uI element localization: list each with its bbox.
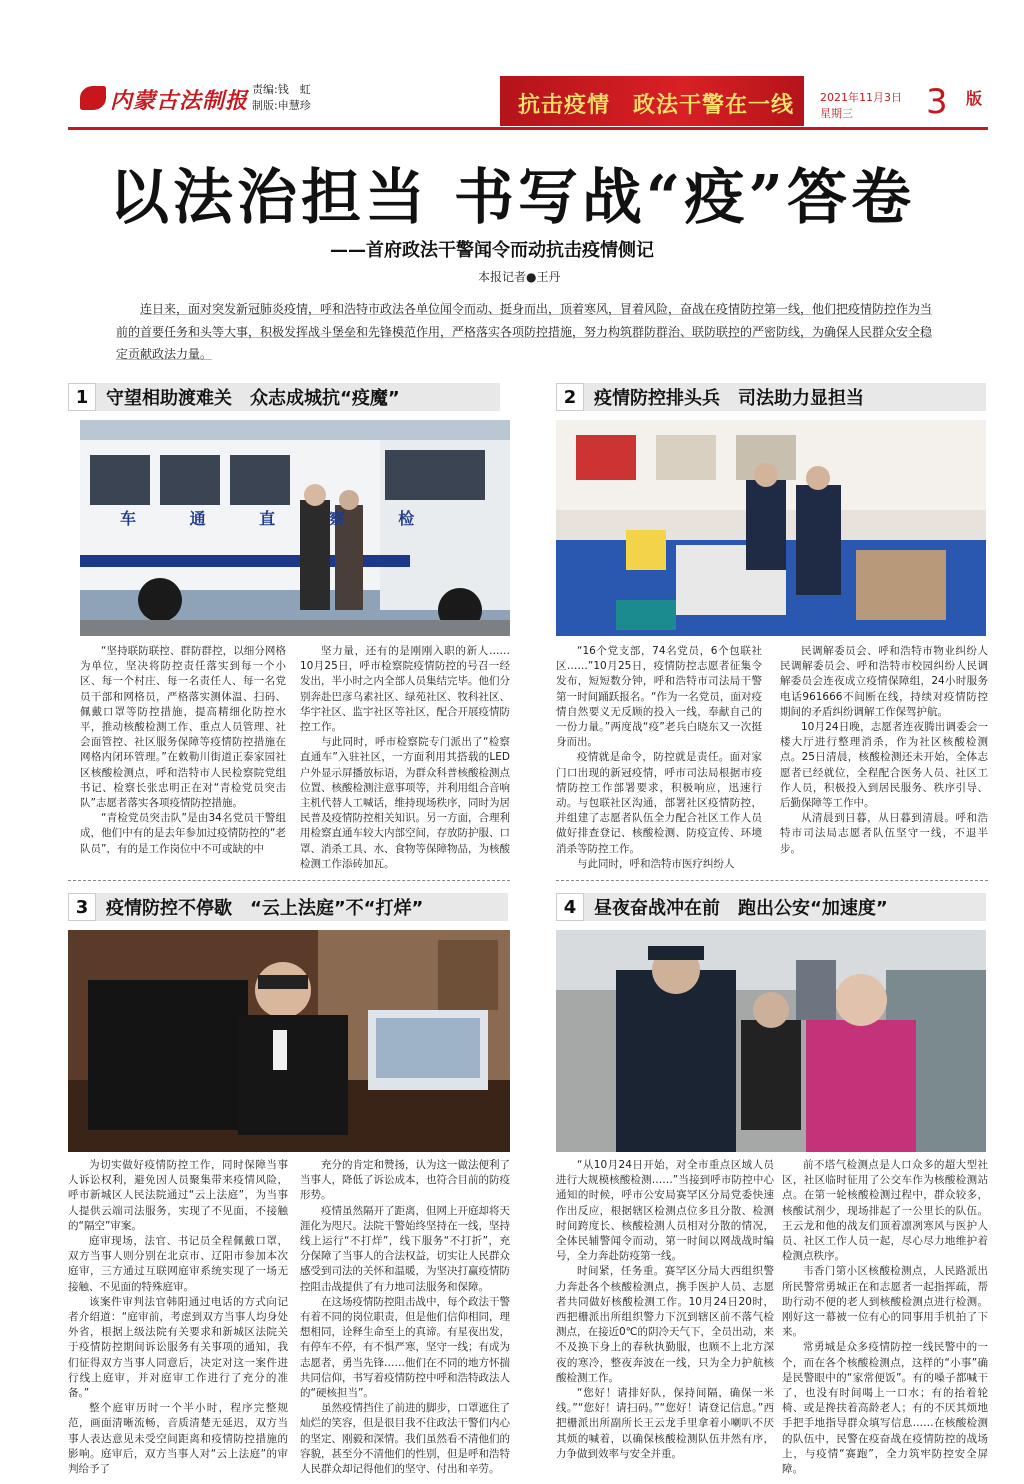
section-3-col-b bbox=[300, 1158, 510, 1476]
bus-label: 车 通 直 察 检 bbox=[120, 509, 439, 528]
section-3-heading: 疫情防控不停歇 “云上法庭”不“打烊” bbox=[106, 898, 424, 919]
section-2-photo bbox=[556, 420, 986, 636]
paragraph: 在这场疫情防控阻击战中，每个政法干警有着不同的岗位职责，但是他们信仰相同，理想相同，诠释生命至上的真谛。有星夜出发，有停车不停，有不惧严寒，坚守一线；有成为志愿者，勇当先锋……他们在不同的地方怀揣共同信仰，书写着疫情防控中呼和浩特政法人的“硬核担当”。 bbox=[300, 1295, 510, 1400]
banner-text: 抗击疫情 政法干警在一线 bbox=[518, 93, 795, 118]
date: 2021年11月3日 bbox=[820, 91, 902, 104]
byline: 本报记者●王丹 bbox=[478, 270, 561, 284]
paragraph: 10月24日晚，志愿者连夜腾出调委会一楼大厅进行整理消杀，作为社区核酸检测点。25日清晨，核酸检测还未开始，全体志愿者已经就位，全程配合医务人员、社区工作人员，积极投入到居民服务、秩序引导、后勤保障等工作中。 bbox=[780, 721, 988, 810]
paragraph: 疫情就是命令，防控就是责任。面对家门口出现的新冠疫情，呼市司法局根据市疫情防控工作部署要求，积极响应，迅速行动。与包联社区沟通，部署社区疫情防控，并组建了志愿者队伍全力配合社区工作人员做好排查登记、核酸检测、防疫宣传、环境消杀等防控工作。 bbox=[556, 751, 762, 855]
section-3-header bbox=[68, 893, 508, 921]
producer-line: 制版:申慧珍 bbox=[252, 99, 311, 112]
paragraph: “从10月24日开始，对全市重点区域人员进行大规模核酸检测……”当接到呼市防控中心通知的时候，呼市公安局赛罕区分局党委快速作出反应，根据辖区检测点位多且分散、检测时间跨度长、核酸检测人员相对分散的情况，全体民辅警闻令而动，第一时间以网战战时编号，全力奔赴防疫第一线。 bbox=[556, 1159, 774, 1263]
divider-left bbox=[68, 880, 510, 881]
paragraph: 与此同时，呼和浩特市医疗纠纷人 bbox=[577, 857, 735, 870]
section-4-heading: 昼夜奋战冲在前 跑出公安“加速度” bbox=[594, 898, 888, 919]
divider-right bbox=[556, 880, 988, 881]
section-3-photo bbox=[68, 930, 510, 1152]
editor-credits bbox=[252, 82, 311, 114]
paragraph: “您好！请排好队，保持间隔，确保一米线。”“您好！请扫码。”“您好！请登记信息。”西把栅派出所副所长王云龙手里拿着小喇叭不厌其烦的喊着，以确保核酸检测队伍井然有序，力争做到效率与安全并重。 bbox=[556, 1387, 774, 1460]
masthead: 内蒙古法制报 bbox=[110, 88, 249, 114]
section-2-header bbox=[556, 383, 986, 411]
paragraph: 从清晨到日暮，从日暮到清晨。呼和浩特市司法局志愿者队伍坚守一线，不退半步。 bbox=[780, 812, 988, 855]
paragraph: 为切实做好疫情防控工作，同时保障当事人诉讼权利，避免因人员聚集带来疫情风险，呼市新城区人民法院通过“云上法庭”，为当事人提供云端司法服务，实现了不见面，不接触的“隔空”审案。 bbox=[68, 1159, 288, 1232]
section-4-col-a bbox=[556, 1158, 774, 1460]
page-number: 3 bbox=[926, 82, 948, 122]
section-1-heading: 守望相助渡难关 众志成城抗“疫魔” bbox=[106, 388, 400, 409]
paragraph: 坚力量，还有的是刚刚入职的新人……10月25日，呼市检察院疫情防控的号召一经发出，半小时之内全部人员集结完毕。他们分别奔赴巴彦乌素社区、绿苑社区、牧科社区、华宇社区、监宇社区等社区，配合开展疫情防控工作。 bbox=[300, 645, 510, 734]
masthead-logo-icon bbox=[80, 86, 106, 110]
section-4-col-b bbox=[782, 1158, 988, 1476]
paragraph: 虽然疫情挡住了前进的脚步，口罩遮住了灿烂的笑容，但是很目我不住政法干警们内心的坚定、刚毅和深情。我们虽然看不清他们的容貌，甚至分不清他们的性别，但是呼和浩特人民群众却记得他们的坚守、付出和辛劳。 bbox=[300, 1402, 510, 1476]
weekday: 星期三 bbox=[820, 107, 853, 120]
section-3-col-a bbox=[68, 1158, 288, 1476]
paragraph: 疫情虽然隔开了距离，但网上开庭却将天涯化为咫尺。法院干警始终坚持在一线，坚持线上运行“不打烊”，线下服务“不打折”，充分保障了当事人的合法权益，切实让人民群众感受到司法的关怀和温暖，为坚决打赢疫情防控阻击战提供了有力地司法服务和保障。 bbox=[300, 1204, 510, 1293]
header-rule bbox=[68, 127, 988, 130]
intro-text: 连日来，面对突发新冠肺炎疫情，呼和浩特市政法各单位闻令而动、挺身而出，顶着寒风，冒着风险，奋战在疫情防控第一线，他们把疫情防控作为当前的首要任务和头等大事，积极发挥战斗堡垒和先锋模范作用，严格落实各项防控措施，努力构筑群防群治、联防联控的严密防线，为确保人民群众安全稳定贡献政法力量。 bbox=[116, 302, 933, 361]
section-2-number: 2 bbox=[556, 383, 584, 411]
paragraph: 常勇城是众多疫情防控一线民警中的一个，而在各个核酸检测点，这样的“小事”确是民警眼中的“家常便饭”。有的嗓子都喊干了，也没有时间喝上一口水；有的抬着轮椅、或是搀扶着高龄老人；有的不厌其烦地手把手地指导群众填写信息……在核酸检测的队伍中，民警在疫奋战在疫情防控的战场上，与疫情“赛跑”，全力筑牢防控安全屏障。 bbox=[782, 1341, 988, 1476]
editor-line: 责编:钱 虹 bbox=[252, 83, 311, 96]
paragraph: 庭审现场，法官、书记员全程佩戴口罩，双方当事人则分别在北京市、辽阳市参加本次庭审，三方通过互联网庭审系统实现了一场无接触、不见面的特殊庭审。 bbox=[68, 1235, 288, 1293]
section-1-header bbox=[68, 383, 500, 411]
section-2-heading: 疫情防控排头兵 司法助力显担当 bbox=[594, 388, 864, 409]
article-subtitle: ——首府政法干警闻令而动抗击疫情侧记 bbox=[330, 240, 654, 261]
intro-paragraph bbox=[116, 298, 936, 366]
section-3-number: 3 bbox=[68, 893, 96, 921]
section-1-photo bbox=[80, 420, 510, 636]
article-title: 以法治担当 书写战“疫”答卷 bbox=[109, 163, 915, 233]
paragraph: “青检党员突击队”是由34名党员干警组成，他们中有的是去年参加过疫情防控的“老队员”，有的是工作岗位中不可或缺的中 bbox=[80, 812, 286, 855]
section-4-header bbox=[556, 893, 986, 921]
paragraph: 前不塔气检测点是人口众多的超大型社区，社区临时征用了公交车作为核酸检测站点。在第一轮核酸检测过程中，群众较多，核酸试剂少，现场排起了一公里长的队伍。王云龙和他的战友们顶着凛冽寒风与医护人员、社区工作人员一起，尽心尽力地维护着检测点秩序。 bbox=[782, 1159, 988, 1263]
paragraph: 该案件审判法官韩阳通过电话的方式向记者介绍道：“庭审前，考虑到双方当事人均身处外省，根据上级法院有关要求和新城区法院关于疫情防控期间诉讼服务有关事项的通知，我们征得双方当事人同意后，决定对这一案件进行线上庭审，并对庭审工作进行了充分的准备。” bbox=[68, 1295, 288, 1400]
paragraph: 民调解委员会、呼和浩特市物业纠纷人民调解委员会、呼和浩特市校园纠纷人民调解委员会连夜成立疫情保障组，24小时服务电话961666不间断在线，持续对疫情防控期间的矛盾纠纷调解工作保驾护航。 bbox=[780, 645, 988, 718]
section-2-col-b bbox=[780, 644, 988, 874]
paragraph: 时间紧，任务重。赛罕区分局大西组织警力奔赴各个核酸检测点，携手医护人员、志愿者共同做好核酸检测工作。10月24日20时，西把栅派出所组织警力下沉到辖区前不落气检测点，在接近0℃的阴冷天气下，全员出动，来不及换下身上的春秋执勤服，也顾不上北方深夜的寒冷，整夜奔波在一线，只为全力护航核酸检测工作。 bbox=[556, 1265, 774, 1384]
paragraph: “坚持联防联控、群防群控，以细分网格为单位，坚决将防控责任落实到每一个小区、每一个村庄、每一名责任人、每一名党员干部和网格员，严格落实测体温、扫码、佩戴口罩等防控措施，提高精细化防控水平，推动核酸检测工作、重点人员管理、社会面管控、社区服务保障等疫情防控措施在网格内闭环管理。”在敕勒川街道正泰家园社区核酸检测点，呼和浩特市人民检察院党组书记、检察长张忠明正在对“青检党员突击队”志愿者落实各项疫情防控措施。 bbox=[80, 645, 286, 810]
section-1-col-b bbox=[300, 644, 510, 870]
paragraph: 整个庭审历时一个半小时，程序完整规范，画面清晰流畅，音质清楚无延迟，双方当事人表达意见未受空间距离和疫情防控措施的影响。庭审后，双方当事人对“云上法庭”的审判给予了 bbox=[68, 1402, 288, 1476]
section-4-number: 4 bbox=[556, 893, 584, 921]
paragraph: “16个党支部，74名党员，6个包联社区……”10月25日，疫情防控志愿者征集令发布，短短数分钟，呼和浩特市司法局干警第一时间踊跃报名。“作为一名党员，面对疫情自然要义无反顾的投入一线，奉献自己的一份力量。”两度战“疫”老兵白晓东又一次挺身而出。 bbox=[556, 645, 762, 749]
section-1-number: 1 bbox=[68, 383, 96, 411]
paragraph: 充分的肯定和赞扬，认为这一做法便利了当事人，降低了诉讼成本，也符合目前的防疫形势。 bbox=[300, 1159, 510, 1202]
issue-date bbox=[820, 90, 902, 122]
section-2-col-a bbox=[556, 644, 762, 874]
paragraph: 与此同时，呼市检察院专门派出了“检察直通车”入驻社区，一方面利用其搭载的LED户外显示屏播放标语，为群众科普核酸检测点位置、核酸检测注意事项等，并利用组合音响主机代替人工喊话，维持现场秩序，同时为居民普及疫情防控相关知识。另一方面，合理利用检察直通车较大内部空间，存放防护服、口罩、消杀工具、水、食物等保障物品，为核酸检测工作添砖加瓦。 bbox=[300, 736, 510, 870]
section-4-photo bbox=[556, 930, 986, 1152]
page-label: 版 bbox=[966, 89, 983, 108]
paragraph: 韦香门第小区核酸检测点，人民路派出所民警常勇城正在和志愿者一起指挥疏，帮助行动不便的老人到核酸检测点进行检测。刚好这一幕被一位有心的同事用手机拍了下来。 bbox=[782, 1265, 988, 1339]
section-1-col-a bbox=[80, 644, 286, 858]
